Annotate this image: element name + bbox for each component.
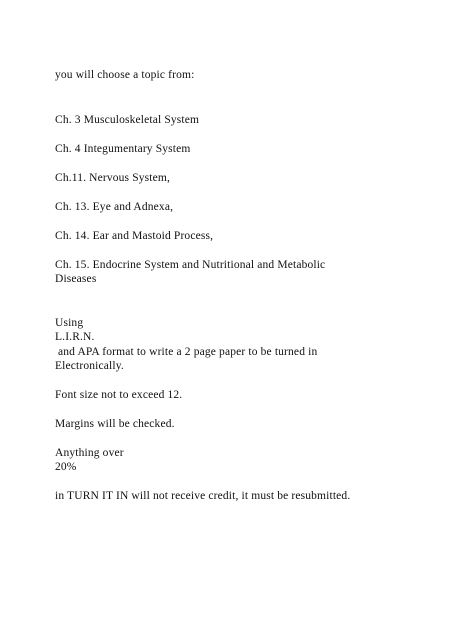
topic-ch4: Ch. 4 Integumentary System — [55, 143, 191, 155]
topic-ch13: Ch. 13. Eye and Adnexa, — [55, 201, 174, 213]
lirn-text: L.I.R.N. — [55, 331, 95, 343]
percent-text: 20% — [55, 461, 77, 473]
using-text: Using — [55, 317, 84, 329]
turnitin-text: in TURN IT IN will not receive credit, it must be resubmitted. — [55, 490, 351, 502]
topic-ch14: Ch. 14. Ear and Mastoid Process, — [55, 230, 214, 242]
anything-over-text: Anything over — [55, 447, 124, 459]
electronically-text: Electronically. — [55, 360, 124, 372]
topic-ch3: Ch. 3 Musculoskeletal System — [55, 114, 200, 126]
margins-text: Margins will be checked. — [55, 418, 175, 430]
intro-text: you will choose a topic from: — [55, 69, 195, 81]
font-size-text: Font size not to exceed 12. — [55, 389, 183, 401]
topic-ch15: Ch. 15. Endocrine System and Nutritional and Metabolic — [55, 259, 326, 271]
topic-ch15-continued: Diseases — [55, 273, 97, 285]
apa-format-text: and APA format to write a 2 page paper to be turned in — [55, 346, 318, 358]
topic-ch11: Ch.11. Nervous System, — [55, 172, 170, 184]
